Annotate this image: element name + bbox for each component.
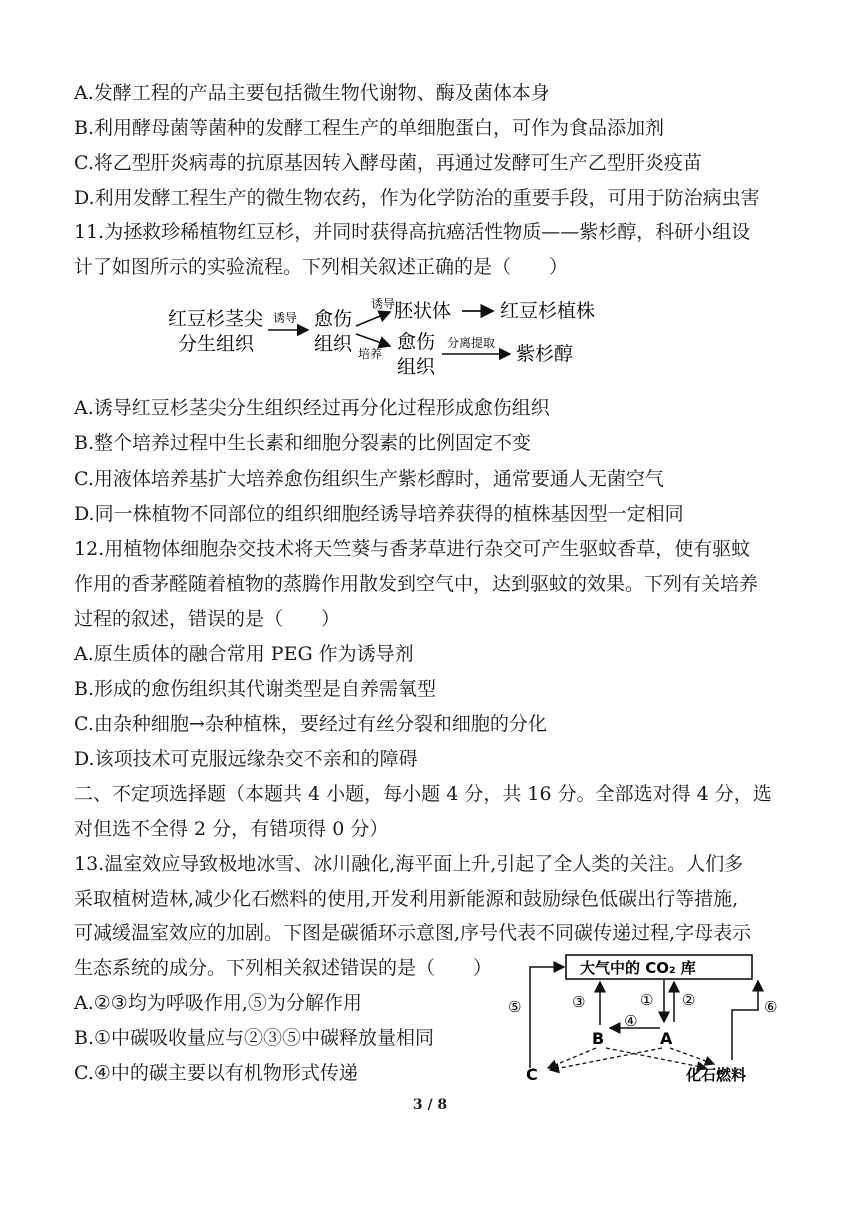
- flow-callus-a1: 愈伤: [314, 308, 353, 330]
- num-2: ②: [682, 991, 696, 1009]
- q12-option-b: B.形成的愈伤组织其代谢类型是自养需氧型: [74, 678, 437, 700]
- q13-stem-line1: 13.温室效应导致极地冰雪、冰川融化,海平面上升,引起了全人类的关注。人们多: [74, 853, 744, 875]
- carbon-cycle-diagram: [496, 950, 796, 1085]
- flow-callus-a2: 组织: [314, 333, 353, 355]
- num-5: ⑤: [508, 998, 522, 1016]
- q11-stem-line2: 计了如图所示的实验流程。下列相关叙述正确的是（ ）: [74, 256, 569, 278]
- node-c: C: [526, 1065, 538, 1084]
- flow-taxol: 紫杉醇: [516, 343, 574, 365]
- q11-option-d: D.同一株植物不同部位的组织细胞经诱导培养获得的植株基因型一定相同: [74, 503, 684, 525]
- q13-option-c: C.④中的碳主要以有机物形式传递: [74, 1062, 358, 1084]
- line-c-fermentation: C.将乙型肝炎病毒的抗原基因转入酵母菌，再通过发酵可生产乙型肝炎疫苗: [74, 152, 702, 174]
- num-3: ③: [572, 993, 586, 1011]
- q13-stem-line3: 可减缓温室效应的加剧。下图是碳循环示意图,序号代表不同碳传递过程,字母表示: [74, 922, 752, 944]
- dashed-b-to-c: [548, 1048, 596, 1068]
- flow-embryoid: 胚状体: [394, 300, 452, 322]
- line-d-fermentation: D.利用发酵工程生产的微生物农药，作为化学防治的重要手段，可用于防治病虫害: [74, 187, 760, 209]
- node-a: A: [660, 1029, 673, 1048]
- q11-option-a: A.诱导红豆杉茎尖分生组织经过再分化过程形成愈伤组织: [74, 397, 550, 419]
- dashed-a-to-c: [550, 1048, 662, 1070]
- q12-stem-line1: 12.用植物体细胞杂交技术将天竺葵与香茅草进行杂交可产生驱蚊香草，使有驱蚊: [74, 538, 751, 560]
- q13-option-b: B.①中碳吸收量应与②③⑤中碳释放量相同: [74, 1027, 435, 1049]
- q12-stem-line2: 作用的香茅醛随着植物的蒸腾作用散发到空气中，达到驱蚊的效果。下列有关培养: [74, 573, 759, 595]
- q11-flow-diagram: [160, 290, 620, 385]
- q12-option-d: D.该项技术可克服远缘杂交不亲和的障碍: [74, 748, 418, 770]
- flow-label-induce2: 诱导: [371, 297, 396, 311]
- q13-stem-line4: 生态系统的成分。下列相关叙述错误的是（ ）: [74, 957, 493, 979]
- arrow-6: [732, 981, 758, 1060]
- node-fossil: 化石燃料: [686, 1066, 747, 1084]
- flow-arrow-down: [356, 334, 390, 346]
- section-two-heading-line1: 二、不定项选择题（本题共 4 小题，每小题 4 分，共 16 分。全部选对得 4 分，选: [74, 783, 772, 805]
- num-4: ④: [624, 1012, 638, 1030]
- page-number: 3 / 8: [412, 1097, 448, 1113]
- flow-arrow-up: [356, 312, 390, 326]
- q11-option-c: C.用液体培养基扩大培养愈伤组织生产紫杉醇时，通常要通人无菌空气: [74, 468, 664, 490]
- q13-option-a: A.②③均为呼吸作用,⑤为分解作用: [74, 992, 362, 1014]
- flow-label-induce1: 诱导: [273, 311, 298, 325]
- flow-label-culture: 培养: [358, 347, 383, 361]
- flow-callus-b2: 组织: [397, 356, 436, 378]
- q12-stem-line3: 过程的叙述，错误的是（ ）: [74, 608, 341, 630]
- line-b-fermentation: B.利用酵母菌等菌种的发酵工程生产的单细胞蛋白，可作为食品添加剂: [74, 117, 665, 139]
- flow-callus-b1: 愈伤: [397, 331, 436, 353]
- flow-label-extract: 分离提取: [447, 336, 496, 350]
- line-a-fermentation: A.发酵工程的产品主要包括微生物代谢物、酶及菌体本身: [74, 82, 550, 104]
- arrow-5: [530, 967, 564, 1068]
- flow-source-1: 红豆杉茎尖: [168, 308, 264, 330]
- co2-pool-label: 大气中的 CO₂ 库: [580, 959, 696, 977]
- dashed-b-to-fossil: [606, 1048, 706, 1068]
- q12-option-a: A.原生质体的融合常用 PEG 作为诱导剂: [74, 643, 414, 665]
- flow-plant: 红豆杉植株: [500, 300, 596, 322]
- num-6: ⑥: [764, 998, 778, 1016]
- flow-source-2: 分生组织: [178, 333, 255, 355]
- q12-option-c: C.由杂种细胞→杂种植株，要经过有丝分裂和细胞的分化: [74, 713, 547, 735]
- node-b: B: [592, 1029, 605, 1048]
- q13-stem-line2: 采取植树造林,减少化石燃料的使用,开发利用新能源和鼓励绿色低碳出行等措施,: [74, 888, 739, 910]
- num-1: ①: [640, 991, 654, 1009]
- section-two-heading-line2: 对但选不全得 2 分，有错项得 0 分）: [74, 818, 389, 840]
- q11-stem-line1: 11.为拯救珍稀植物红豆杉，并同时获得高抗癌活性物质——紫杉醇，科研小组设: [74, 221, 751, 243]
- q11-option-b: B.整个培养过程中生长素和细胞分裂素的比例固定不变: [74, 432, 532, 454]
